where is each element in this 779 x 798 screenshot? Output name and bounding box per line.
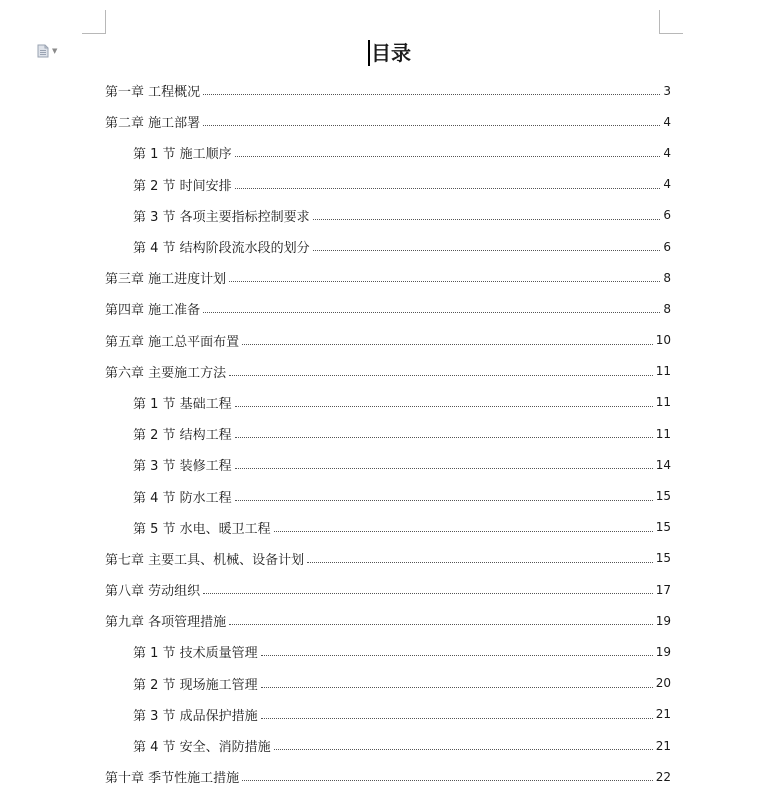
page-title[interactable]: 目录 [368,40,411,66]
toc-page-number: 15 [655,489,671,504]
toc-page-number: 4 [663,177,671,192]
toc-dot-leader [203,593,653,594]
chevron-down-icon: ▼ [52,47,58,55]
toc-page-number: 19 [655,644,671,659]
toc-entry-label: 第 2 节 时间安排 [133,178,232,194]
toc-entry-label: 第四章 施工准备 [105,303,201,319]
toc-dot-leader [235,437,653,438]
toc-section-entry[interactable] [105,200,671,231]
toc-section-entry[interactable] [105,449,671,480]
toc-dot-leader [242,344,653,345]
toc-entry-label: 第八章 劳动组织 [105,584,201,600]
toc-page-number: 11 [655,426,671,441]
table-of-contents [105,75,671,792]
toc-dot-leader [203,94,660,95]
toc-dot-leader [261,718,653,719]
toc-page-number: 22 [655,769,671,784]
toc-section-entry[interactable] [105,699,671,730]
toc-dot-leader [261,655,653,656]
toc-section-entry[interactable] [105,668,671,699]
toc-dot-leader [313,219,661,220]
toc-chapter-entry[interactable] [105,262,671,293]
toc-section-entry[interactable] [105,231,671,262]
toc-page-number: 14 [655,457,671,472]
toc-dot-leader [235,188,661,189]
page-corner-top-left [82,10,106,34]
toc-page-number: 8 [663,270,671,285]
toc-entry-label: 第 1 节 技术质量管理 [133,646,258,662]
toc-entry-label: 第十章 季节性施工措施 [105,771,240,787]
toc-entry-label: 第 1 节 基础工程 [133,396,232,412]
toc-dot-leader [229,624,653,625]
toc-dot-leader [235,406,653,407]
toc-entry-label: 第二章 施工部署 [105,116,201,132]
toc-page-number: 6 [663,208,671,223]
toc-page-number: 21 [655,738,671,753]
toc-page-number: 15 [655,551,671,566]
toc-entry-label: 第九章 各项管理措施 [105,615,227,631]
toc-dot-leader [203,125,660,126]
toc-page-number: 4 [663,145,671,160]
toc-page-number: 4 [663,114,671,129]
toc-section-entry[interactable] [105,636,671,667]
toc-page-number: 15 [655,520,671,535]
toc-section-entry[interactable] [105,137,671,168]
toc-chapter-entry[interactable] [105,574,671,605]
toc-section-entry[interactable] [105,480,671,511]
toc-dot-leader [274,531,653,532]
page-corner-top-right [659,10,683,34]
toc-dot-leader [313,250,661,251]
toc-page-number: 20 [655,676,671,691]
toc-section-entry[interactable] [105,730,671,761]
toc-page-number: 10 [655,333,671,348]
toc-entry-label: 第 3 节 各项主要指标控制要求 [133,209,310,225]
toc-entry-label: 第一章 工程概况 [105,85,201,101]
toc-entry-label: 第 4 节 安全、消防措施 [133,740,271,756]
toc-chapter-entry[interactable] [105,293,671,324]
toc-section-entry[interactable] [105,418,671,449]
toc-entry-label: 第 2 节 结构工程 [133,428,232,444]
toc-page-number: 3 [663,83,671,98]
toc-dot-leader [229,375,653,376]
toc-page-number: 11 [655,395,671,410]
toc-section-entry[interactable] [105,387,671,418]
toc-entry-label: 第 2 节 现场施工管理 [133,677,258,693]
toc-entry-label: 第 4 节 防水工程 [133,490,232,506]
toc-entry-label: 第七章 主要工具、机械、设备计划 [105,552,305,568]
toc-entry-label: 第 4 节 结构阶段流水段的划分 [133,241,310,257]
toc-entry-label: 第 1 节 施工顺序 [133,147,232,163]
toc-entry-label: 第 3 节 成品保护措施 [133,708,258,724]
toc-dot-leader [235,468,653,469]
toc-dot-leader [203,312,660,313]
toc-dot-leader [307,562,653,563]
toc-page-number: 11 [655,364,671,379]
toc-page-number: 21 [655,707,671,722]
toc-section-entry[interactable] [105,169,671,200]
toc-page-number: 8 [663,301,671,316]
toc-dot-leader [235,500,653,501]
toc-dot-leader [235,156,661,157]
toc-entry-label: 第 3 节 装修工程 [133,459,232,475]
toc-entry-label: 第 5 节 水电、暖卫工程 [133,521,271,537]
toc-entry-label: 第六章 主要施工方法 [105,365,227,381]
toc-page-number: 17 [655,582,671,597]
toc-chapter-entry[interactable] [105,543,671,574]
toc-chapter-entry[interactable] [105,761,671,792]
toc-chapter-entry[interactable] [105,75,671,106]
toc-chapter-entry[interactable] [105,605,671,636]
toc-dot-leader [261,687,653,688]
toc-dot-leader [229,281,660,282]
toc-page-number: 19 [655,613,671,628]
toc-chapter-entry[interactable] [105,325,671,356]
toc-entry-label: 第五章 施工总平面布置 [105,334,240,350]
toc-dot-leader [242,780,653,781]
toc-section-entry[interactable] [105,512,671,543]
toc-chapter-entry[interactable] [105,356,671,387]
toc-entry-label: 第三章 施工进度计划 [105,272,227,288]
toc-chapter-entry[interactable] [105,106,671,137]
toc-page-number: 6 [663,239,671,254]
toc-dot-leader [274,749,653,750]
